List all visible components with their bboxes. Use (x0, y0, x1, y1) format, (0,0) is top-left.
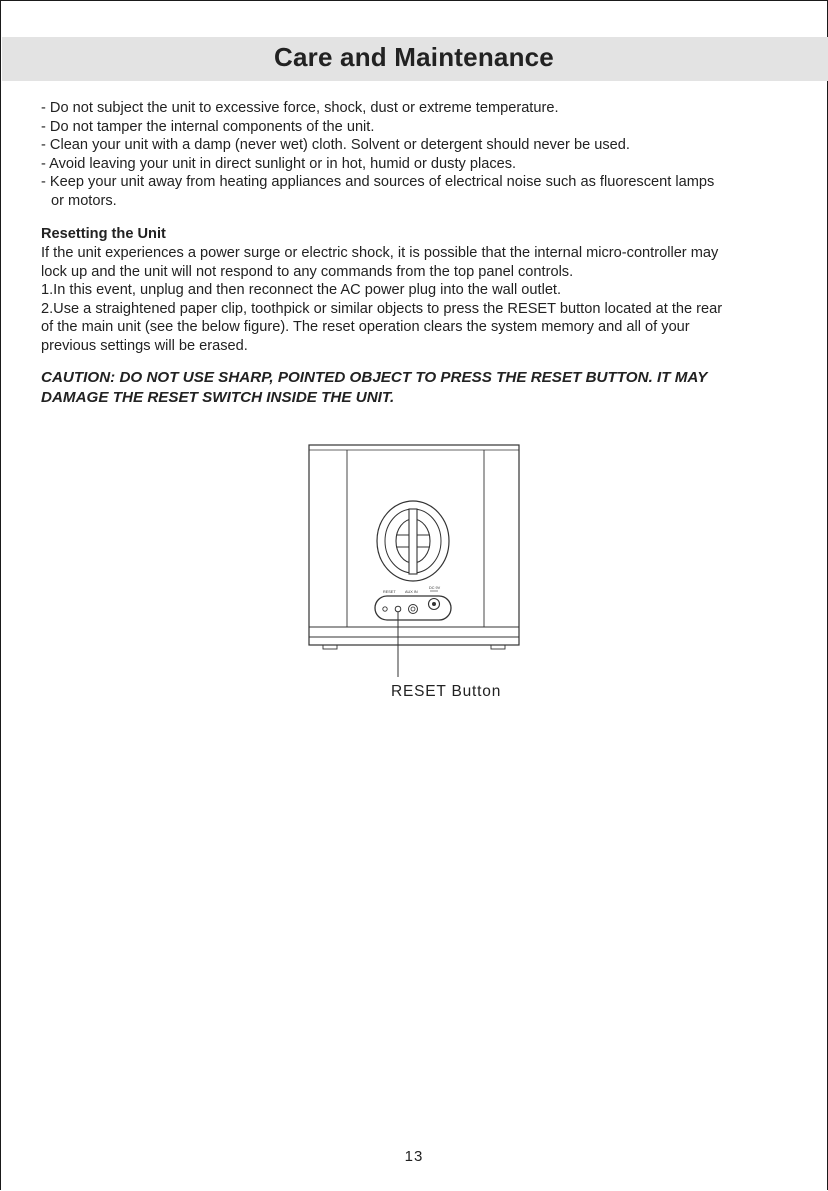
care-item: - Avoid leaving your unit in direct sunlight or in hot, humid or dusty places. (41, 155, 517, 172)
intro-line: If the unit experiences a power surge or electric shock, it is possible that the internal micro-controller may (41, 245, 719, 261)
reset-steps (41, 281, 801, 355)
connector-panel (375, 586, 451, 620)
step-2-line: of the main unit (see the below figure). The reset operation clears the system memory and all of your (41, 319, 690, 336)
led-indicator (383, 607, 387, 611)
step-2 (41, 300, 801, 356)
page-number: 13 (404, 1148, 424, 1165)
reset-button-callout: RESET Button (391, 683, 502, 700)
step-1: 1.In this event, unplug and then reconnect the AC power plug into the wall outlet. (41, 282, 562, 298)
reset-port-label: RESET (383, 590, 396, 594)
step-2-line: 2.Use a straightened paper clip, toothpick or similar objects to press the RESET button located at the rear (41, 300, 723, 317)
reset-button[interactable] (395, 606, 401, 612)
care-list (41, 99, 811, 211)
step-2-line: previous settings will be erased. (41, 337, 248, 354)
care-item: - Do not subject the unit to excessive force, shock, dust or extreme temperature. (41, 100, 559, 116)
care-item: - Keep your unit away from heating appliances and sources of electrical noise such as fluorescent lamps (41, 174, 715, 191)
care-item: - Do not tamper the internal components of the unit. (41, 118, 375, 135)
resetting-intro (41, 244, 811, 281)
intro-line: lock up and the unit will not respond to any commands from the top panel controls. (41, 263, 574, 280)
unit-rear-figure (301, 439, 531, 709)
caution-line: DAMAGE THE RESET SWITCH INSIDE THE UNIT. (41, 388, 395, 406)
section-heading-resetting: Resetting the Unit (41, 226, 166, 242)
aux-port-label: AUX IN (405, 590, 418, 594)
care-item: - Clean your unit with a damp (never wet) cloth. Solvent or detergent should never be used. (41, 137, 630, 154)
dc-port-label: DC 9V (429, 586, 441, 590)
speaker-port (377, 501, 449, 581)
caution-note (41, 368, 801, 407)
page-title: Care and Maintenance (274, 42, 554, 72)
caution-line: CAUTION: DO NOT USE SHARP, POINTED OBJECT TO PRESS THE RESET BUTTON. IT MAY (41, 369, 708, 386)
care-item-continuation: or motors. (51, 192, 117, 209)
aux-in-jack (409, 605, 418, 614)
